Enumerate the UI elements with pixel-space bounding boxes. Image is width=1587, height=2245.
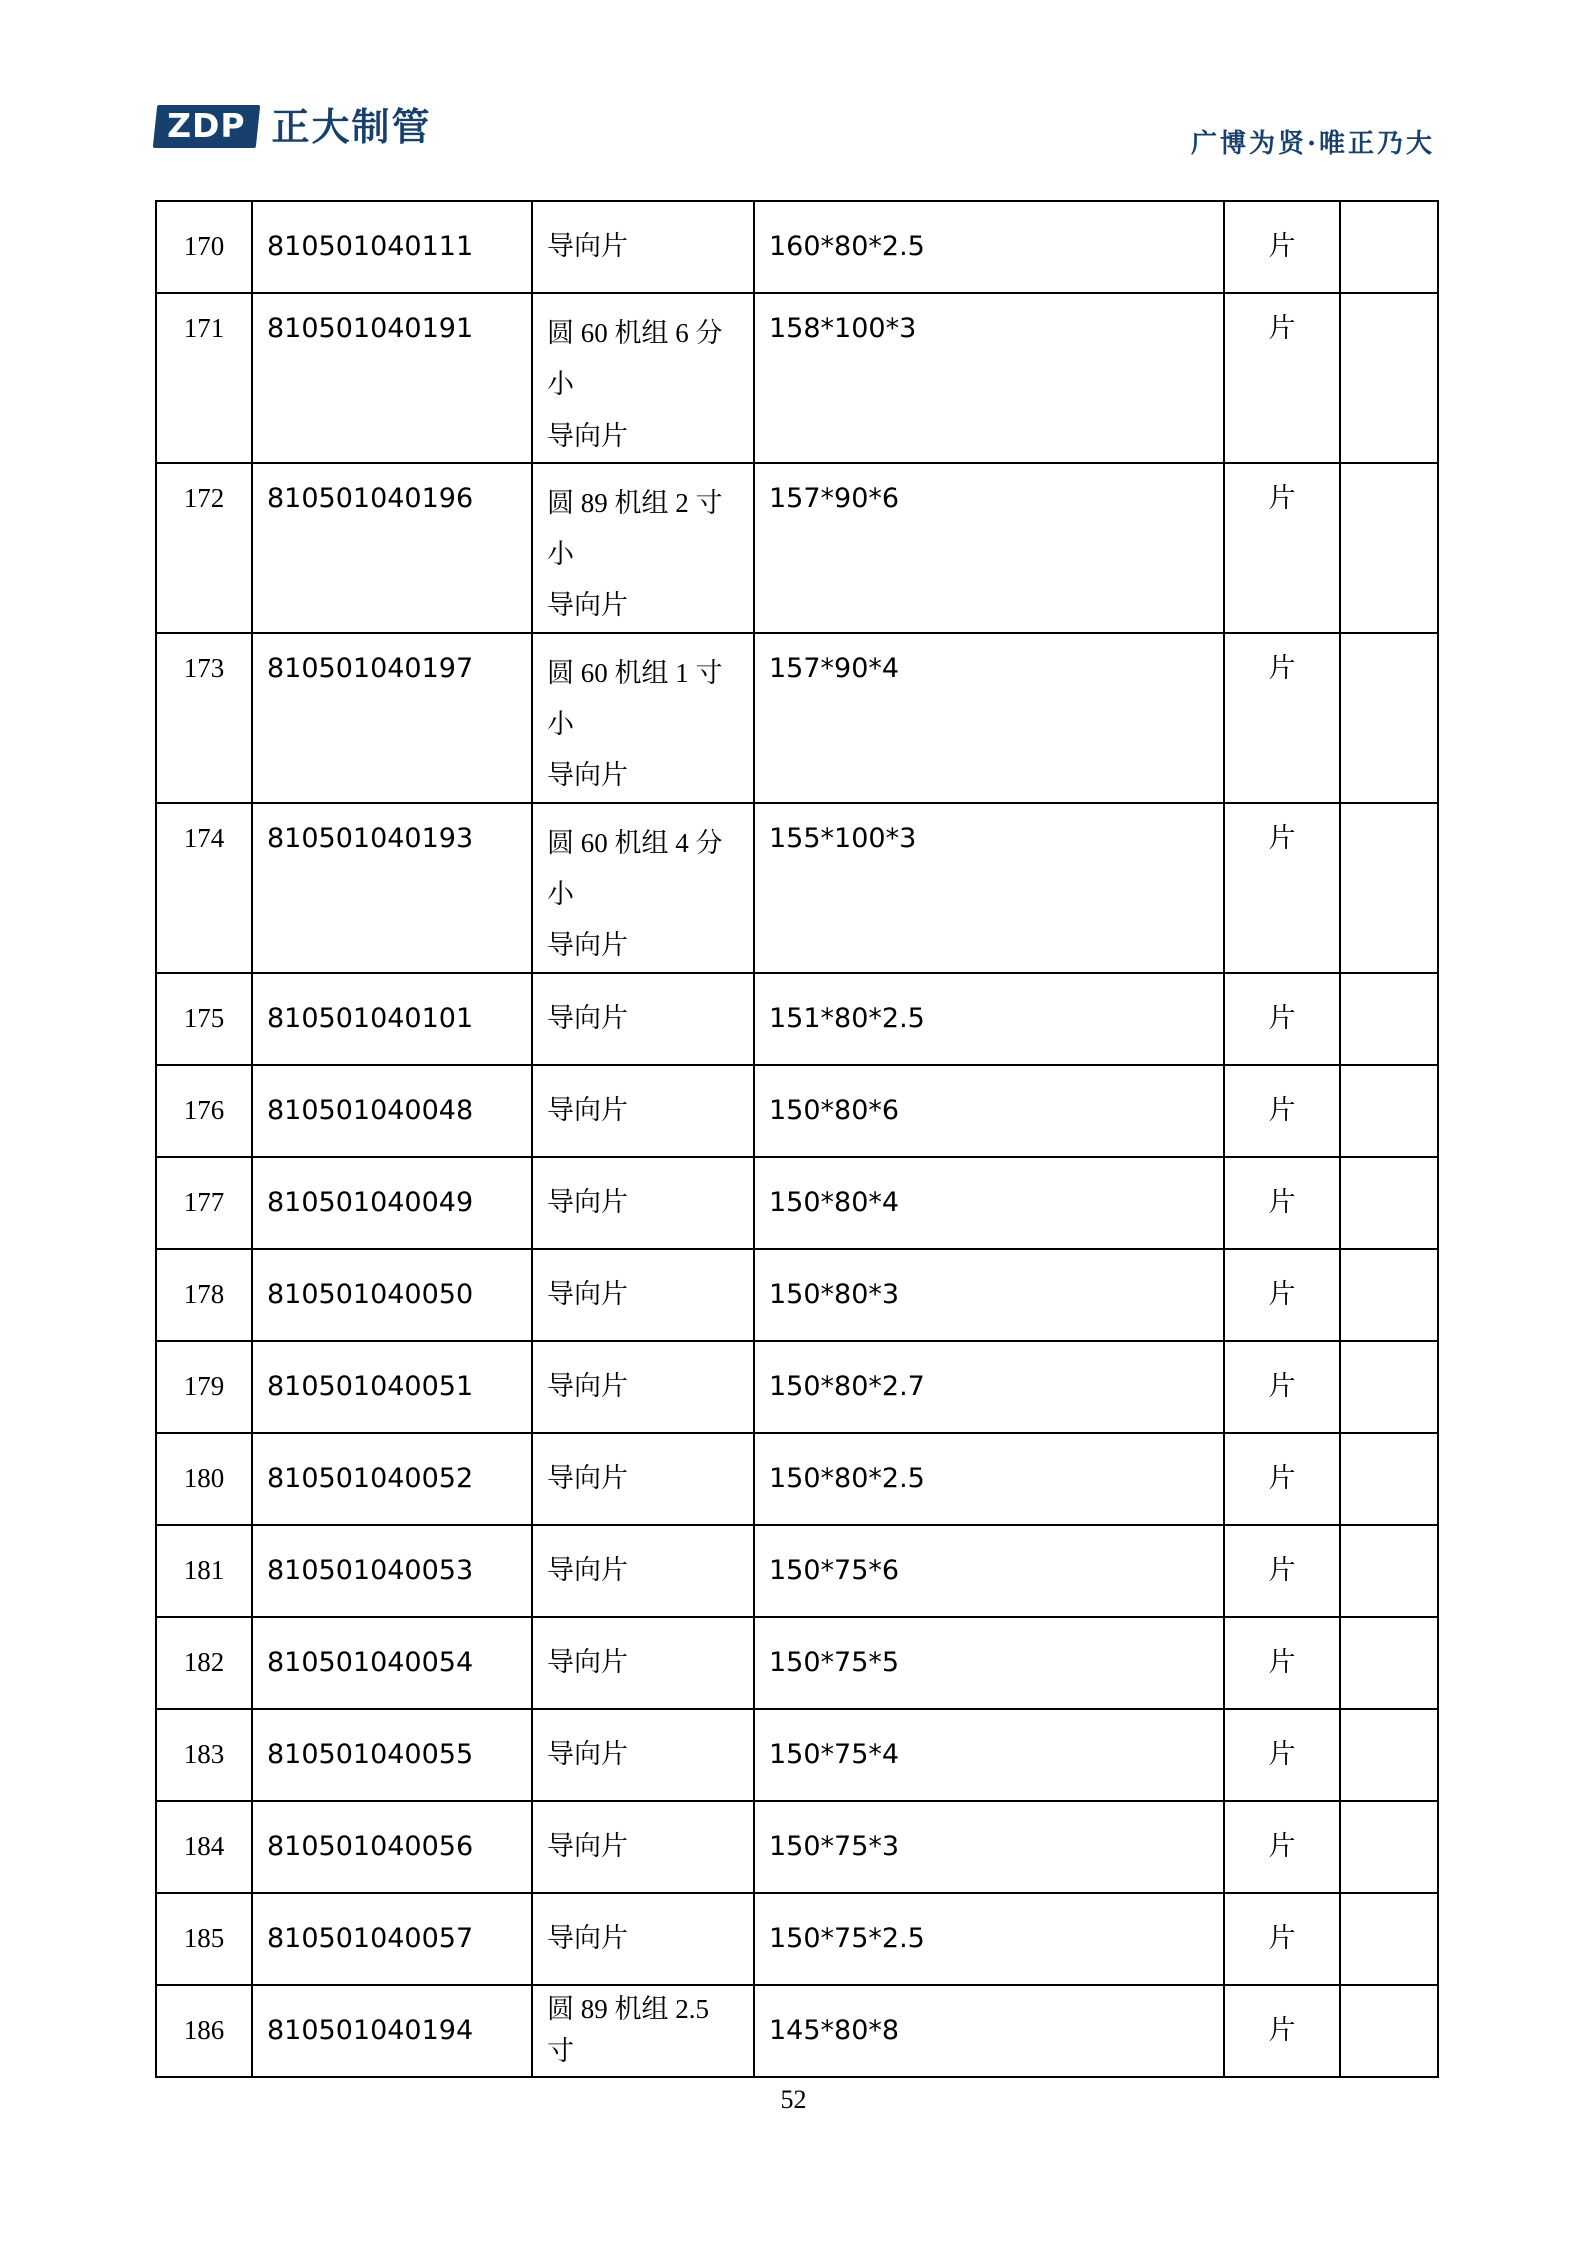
row-unit: 片 [1224,293,1340,463]
row-note [1340,1985,1438,2077]
table-row [156,1617,1438,1709]
row-index: 174 [156,803,252,973]
row-name-line2: 导向片 [547,760,628,791]
row-spec: 145*80*8 [754,1985,1224,2077]
row-code: 810501040052 [252,1433,532,1525]
row-index: 176 [156,1065,252,1157]
row-name: 导向片 [532,1341,754,1433]
row-name: 导向片 [532,1157,754,1249]
row-note [1340,463,1438,633]
row-name-line2: 导向片 [547,420,628,451]
row-code: 810501040055 [252,1709,532,1801]
row-index: 170 [156,201,252,293]
row-index: 182 [156,1617,252,1709]
table-row [156,1249,1438,1341]
row-unit: 片 [1224,1341,1340,1433]
row-name-line2: 导向片 [547,590,628,621]
table-row [156,1157,1438,1249]
row-name: 导向片 [532,1065,754,1157]
row-note [1340,1433,1438,1525]
row-index: 179 [156,1341,252,1433]
row-name: 导向片 [532,201,754,293]
company-logo [155,105,432,148]
row-index: 177 [156,1157,252,1249]
row-note [1340,633,1438,803]
row-name: 导向片 [532,1617,754,1709]
row-spec: 150*80*2.5 [754,1433,1224,1525]
table-row [156,1525,1438,1617]
row-code: 810501040196 [252,463,532,633]
row-spec: 158*100*3 [754,293,1224,463]
row-code: 810501040051 [252,1341,532,1433]
row-index: 183 [156,1709,252,1801]
table-row [156,803,1438,973]
row-note [1340,293,1438,463]
row-spec: 150*80*4 [754,1157,1224,1249]
row-index: 186 [156,1985,252,2077]
row-spec: 157*90*6 [754,463,1224,633]
row-name-line2: 导向片 [547,930,628,961]
row-spec: 150*80*3 [754,1249,1224,1341]
table-row [156,633,1438,803]
row-code: 810501040054 [252,1617,532,1709]
row-name: 导向片 [532,1801,754,1893]
row-note [1340,1525,1438,1617]
row-note [1340,1157,1438,1249]
row-note [1340,201,1438,293]
row-code: 810501040194 [252,1985,532,2077]
parts-table [155,200,1439,2078]
row-index: 175 [156,973,252,1065]
row-spec: 150*80*6 [754,1065,1224,1157]
row-name: 导向片 [532,1525,754,1617]
row-name [532,463,754,633]
table-row [156,293,1438,463]
row-index: 178 [156,1249,252,1341]
row-code: 810501040050 [252,1249,532,1341]
table-row [156,201,1438,293]
row-unit: 片 [1224,633,1340,803]
row-code: 810501040191 [252,293,532,463]
row-name: 导向片 [532,1433,754,1525]
table-row [156,1985,1438,2077]
row-unit: 片 [1224,1801,1340,1893]
row-unit: 片 [1224,1525,1340,1617]
row-code: 810501040193 [252,803,532,973]
row-code: 810501040053 [252,1525,532,1617]
row-spec: 150*75*5 [754,1617,1224,1709]
row-code: 810501040197 [252,633,532,803]
row-note [1340,1893,1438,1985]
row-index: 172 [156,463,252,633]
row-spec: 150*75*2.5 [754,1893,1224,1985]
row-name-line1: 圆 60 机组 6 分小 [547,318,723,400]
row-index: 171 [156,293,252,463]
company-name: 正大制管 [271,104,432,149]
row-unit: 片 [1224,1433,1340,1525]
table-row [156,1893,1438,1985]
row-note [1340,1709,1438,1801]
row-index: 184 [156,1801,252,1893]
row-note [1340,973,1438,1065]
row-name [532,293,754,463]
row-spec: 157*90*4 [754,633,1224,803]
row-index: 173 [156,633,252,803]
parts-table-container [155,200,1437,2078]
company-slogan: 广博为贤·唯正乃大 [1190,129,1435,159]
row-name: 导向片 [532,1893,754,1985]
row-name [532,633,754,803]
zdp-logo-icon [153,105,260,148]
row-spec: 150*80*2.7 [754,1341,1224,1433]
row-unit: 片 [1224,463,1340,633]
page-number: 52 [780,2085,807,2114]
row-unit: 片 [1224,1065,1340,1157]
table-row [156,1433,1438,1525]
table-row [156,1341,1438,1433]
row-name: 导向片 [532,1249,754,1341]
table-row [156,1709,1438,1801]
row-note [1340,1065,1438,1157]
table-row [156,1801,1438,1893]
row-name: 导向片 [532,1709,754,1801]
row-note [1340,1341,1438,1433]
row-note [1340,1617,1438,1709]
row-note [1340,803,1438,973]
row-spec: 160*80*2.5 [754,201,1224,293]
row-code: 810501040057 [252,1893,532,1985]
parts-table-body [156,201,1438,2077]
row-note [1340,1801,1438,1893]
row-unit: 片 [1224,803,1340,973]
row-spec: 150*75*6 [754,1525,1224,1617]
page-header [155,105,1435,175]
row-code: 810501040101 [252,973,532,1065]
row-unit: 片 [1224,1617,1340,1709]
row-spec: 150*75*4 [754,1709,1224,1801]
row-index: 180 [156,1433,252,1525]
row-spec: 150*75*3 [754,1801,1224,1893]
row-code: 810501040056 [252,1801,532,1893]
row-name-line1: 圆 89 机组 2 寸小 [547,487,723,570]
row-unit: 片 [1224,201,1340,293]
row-name [532,803,754,973]
row-unit: 片 [1224,1709,1340,1801]
row-unit: 片 [1224,1157,1340,1249]
logo-mark-text: ZDP [167,106,246,145]
row-spec: 151*80*2.5 [754,973,1224,1065]
row-spec: 155*100*3 [754,803,1224,973]
row-name-line1: 圆 60 机组 4 分小 [547,827,723,909]
table-row [156,1065,1438,1157]
row-code: 810501040048 [252,1065,532,1157]
table-row [156,973,1438,1065]
row-code: 810501040049 [252,1157,532,1249]
row-index: 185 [156,1893,252,1985]
row-name-line1: 圆 60 机组 1 寸小 [547,657,723,740]
row-note [1340,1249,1438,1341]
row-unit: 片 [1224,1249,1340,1341]
row-code: 810501040111 [252,201,532,293]
table-row [156,463,1438,633]
row-index: 181 [156,1525,252,1617]
row-unit: 片 [1224,973,1340,1065]
row-name: 导向片 [532,973,754,1065]
row-name: 圆 89 机组 2.5 寸 [532,1985,754,2077]
row-unit: 片 [1224,1985,1340,2077]
row-unit: 片 [1224,1893,1340,1985]
